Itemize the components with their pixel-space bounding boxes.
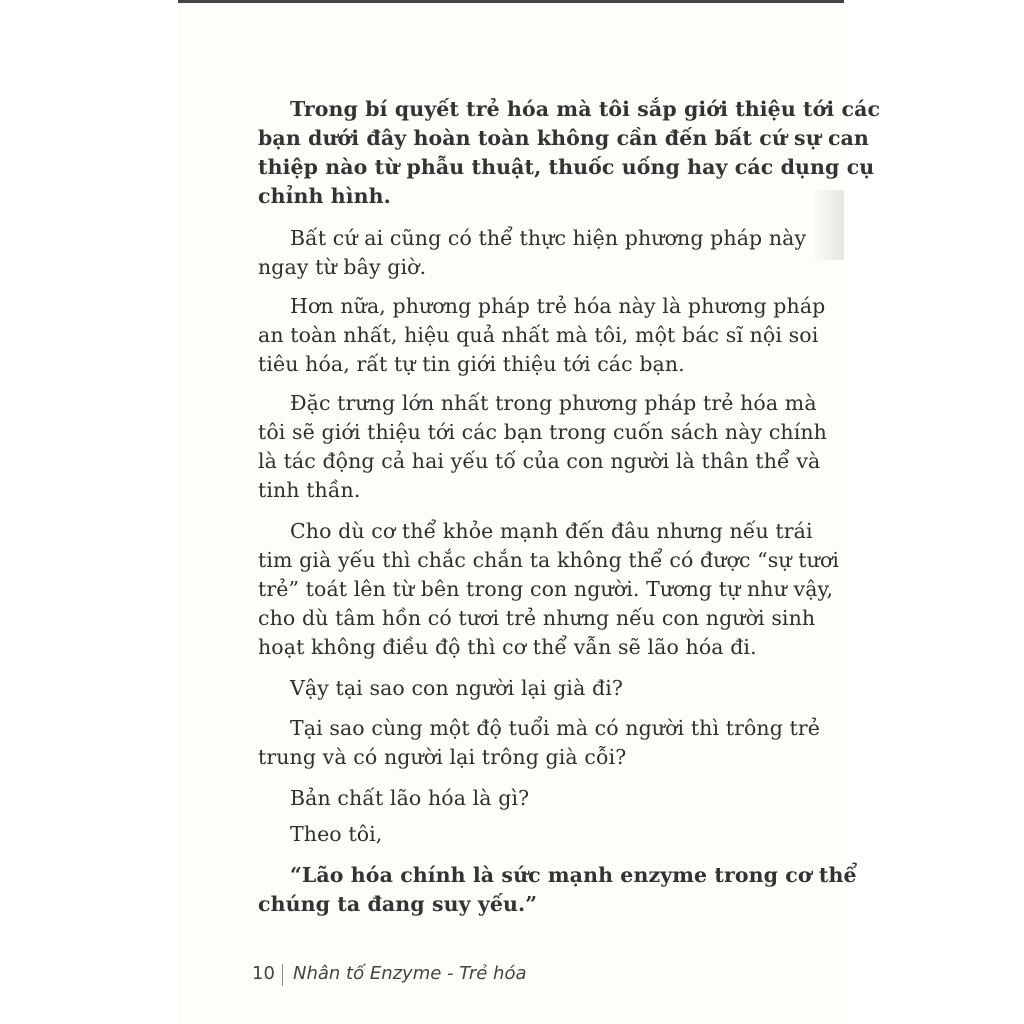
- paragraph-2-line-1: Bất cứ ai cũng có thể thực hiện phương pháp này: [290, 226, 807, 250]
- paragraph-5-line-4: cho dù tâm hồn có tươi trẻ nhưng nếu con người sinh: [258, 606, 816, 630]
- paragraph-3-line-2: an toàn nhất, hiệu quả nhất mà tôi, một bác sĩ nội soi: [258, 323, 819, 347]
- paragraph-7-line-2: trung và có người lại trông già cỗi?: [258, 745, 627, 769]
- footer-divider: [282, 964, 283, 986]
- paragraph-7-line-1: Tại sao cùng một độ tuổi mà có người thì trông trẻ: [290, 716, 821, 740]
- paragraph-5-line-5: hoạt không điều độ thì cơ thể vẫn sẽ lão hóa đi.: [258, 635, 757, 659]
- running-head: Nhân tố Enzyme - Trẻ hóa: [293, 963, 527, 984]
- quote-line-1: “Lão hóa chính là sức mạnh enzyme trong cơ thể: [290, 863, 857, 887]
- paragraph-5-line-2: tim già yếu thì chắc chắn ta không thể có được “sự tươi: [258, 548, 840, 572]
- page-footer: [0, 960, 1024, 990]
- paragraph-1-line-4: chỉnh hình.: [258, 184, 391, 208]
- paragraph-6-line-1: Vậy tại sao con người lại già đi?: [290, 676, 623, 700]
- page-number: 10: [252, 963, 275, 984]
- paragraph-4-line-4: tinh thần.: [258, 478, 361, 502]
- paragraph-8-line-1: Bản chất lão hóa là gì?: [290, 786, 530, 810]
- paragraph-1-line-2: bạn dưới đây hoàn toàn không cần đến bất cứ sự can: [258, 126, 869, 150]
- paragraph-4-line-3: là tác động cả hai yếu tố của con người là thân thể và: [258, 449, 821, 473]
- paragraph-3-line-3: tiêu hóa, rất tự tin giới thiệu tới các bạn.: [258, 352, 685, 376]
- paragraph-2-line-2: ngay từ bây giờ.: [258, 255, 427, 279]
- paragraph-5-line-1: Cho dù cơ thể khỏe mạnh đến đâu nhưng nếu trái: [290, 519, 813, 543]
- paragraph-5-line-3: trẻ” toát lên từ bên trong con người. Tương tự như vậy,: [258, 577, 834, 601]
- paragraph-3-line-1: Hơn nữa, phương pháp trẻ hóa này là phương pháp: [290, 294, 826, 318]
- paragraph-1-line-1: Trong bí quyết trẻ hóa mà tôi sắp giới thiệu tới các: [290, 97, 881, 121]
- paragraph-1-line-3: thiệp nào từ phẫu thuật, thuốc uống hay các dụng cụ: [258, 155, 875, 179]
- paragraph-4-line-2: tôi sẽ giới thiệu tới các bạn trong cuốn sách này chính: [258, 420, 827, 444]
- paragraph-9-line-1: Theo tôi,: [290, 822, 383, 846]
- paragraph-4-line-1: Đặc trưng lớn nhất trong phương pháp trẻ hóa mà: [290, 391, 817, 415]
- quote-line-2: chúng ta đang suy yếu.”: [258, 892, 538, 916]
